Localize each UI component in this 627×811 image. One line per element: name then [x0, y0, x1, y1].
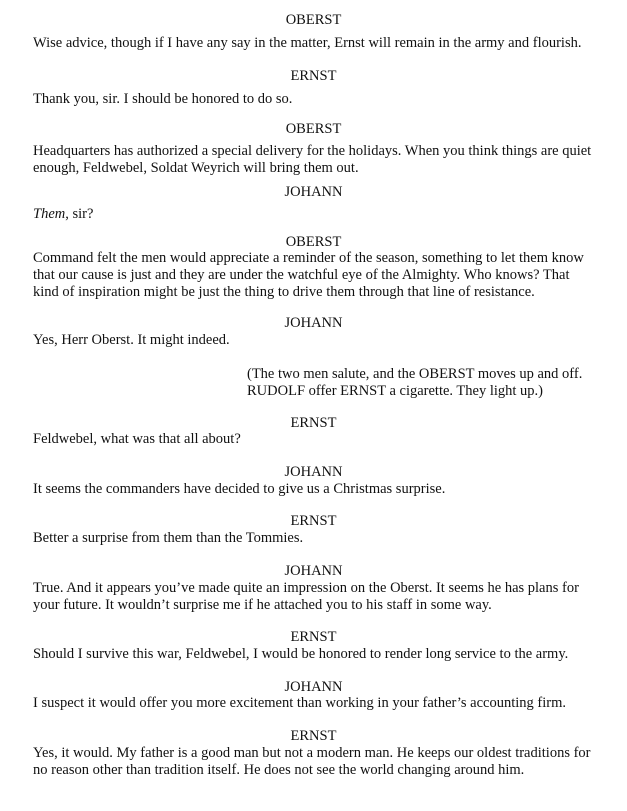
- dialogue-line: that our cause is just and they are under the watchful eye of the Almighty. Who knows? That: [33, 267, 570, 283]
- character-name: ERNST: [290, 513, 337, 529]
- character-name: ERNST: [290, 68, 337, 84]
- dialogue-text: , sir?: [65, 206, 94, 222]
- character-name: JOHANN: [284, 315, 343, 331]
- character-name: ERNST: [290, 415, 337, 431]
- character-name: OBERST: [285, 234, 342, 250]
- stage-direction-line: (The two men salute, and the OBERST moves up and off.: [247, 366, 583, 382]
- character-name: JOHANN: [284, 563, 343, 579]
- dialogue-line: [33, 206, 93, 223]
- dialogue-line: Feldwebel, what was that all about?: [33, 431, 241, 447]
- dialogue-line: your future. It wouldn’t surprise me if he attached you to his staff in some way.: [33, 597, 492, 613]
- character-name: OBERST: [285, 12, 342, 28]
- character-name: JOHANN: [284, 184, 343, 200]
- dialogue-line: Yes, Herr Oberst. It might indeed.: [33, 332, 230, 348]
- dialogue-line: Thank you, sir. I should be honored to do so.: [33, 91, 293, 107]
- dialogue-line: It seems the commanders have decided to give us a Christmas surprise.: [33, 481, 446, 497]
- dialogue-line: Better a surprise from them than the Tommies.: [33, 530, 304, 546]
- dialogue-line: kind of inspiration might be just the thing to drive them through that line of resistance.: [33, 284, 535, 300]
- dialogue-line: Should I survive this war, Feldwebel, I would be honored to render long service to the army.: [33, 646, 569, 662]
- character-name: JOHANN: [284, 464, 343, 480]
- dialogue-line: True. And it appears you’ve made quite an impression on the Oberst. It seems he has plans for: [33, 580, 579, 596]
- dialogue-line: I suspect it would offer you more excitement than working in your father’s accounting firm.: [33, 695, 567, 711]
- dialogue-line: enough, Feldwebel, Soldat Weyrich will bring them out.: [33, 160, 359, 176]
- dialogue-line: Yes, it would. My father is a good man but not a modern man. He keeps our oldest traditions for: [33, 745, 591, 761]
- character-name: JOHANN: [284, 679, 343, 695]
- dialogue-line: Wise advice, though if I have any say in the matter, Ernst will remain in the army and flourish.: [33, 35, 582, 51]
- stage-direction-line: RUDOLF offer ERNST a cigarette. They light up.): [247, 383, 543, 399]
- character-name: OBERST: [285, 121, 342, 137]
- dialogue-line: Command felt the men would appreciate a reminder of the season, something to let them know: [33, 250, 584, 266]
- dialogue-line: Headquarters has authorized a special delivery for the holidays. When you think things are quiet: [33, 143, 592, 159]
- character-name: ERNST: [290, 728, 337, 744]
- dialogue-line: no reason other than tradition itself. He does not see the world changing around him.: [33, 762, 525, 778]
- character-name: ERNST: [290, 629, 337, 645]
- emphasized-word: Them: [33, 206, 66, 222]
